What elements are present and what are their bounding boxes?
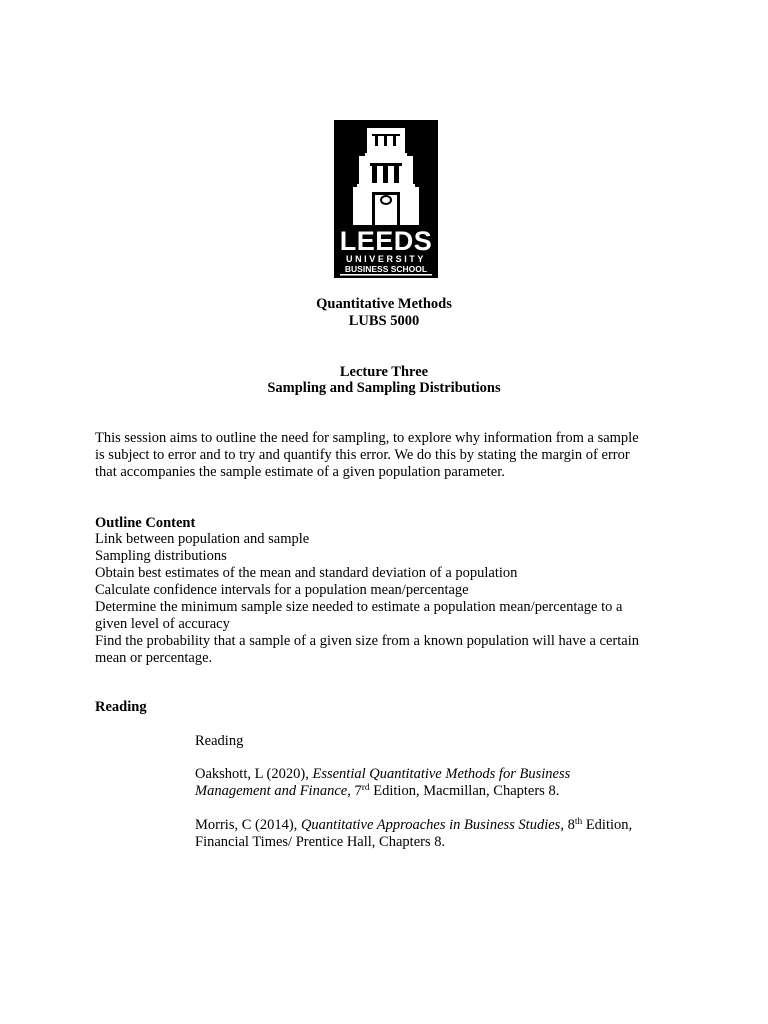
reference-title: Essential Quantitative Methods for Business <box>312 766 571 782</box>
reference-line <box>195 766 695 783</box>
outline-line: Obtain best estimates of the mean and standard deviation of a population <box>95 565 518 581</box>
logo-wordmark: LEEDS <box>339 226 433 256</box>
intro-paragraph <box>95 430 695 481</box>
reference-line <box>195 783 695 800</box>
reference-title: Management and Finance <box>195 783 348 799</box>
reference-line <box>195 817 695 834</box>
reference-edition-suffix: rd <box>361 783 370 793</box>
lecture-title: Sampling and Sampling Distributions <box>267 380 501 396</box>
outline-line: given level of accuracy <box>95 616 230 632</box>
reading-subheading: Reading <box>195 733 244 749</box>
outline-heading: Outline Content <box>95 515 196 531</box>
outline-list <box>95 531 695 667</box>
leeds-university-business-school-logo <box>334 120 438 278</box>
outline-line: mean or percentage. <box>95 650 213 666</box>
logo-line-university: UNIVERSITY <box>345 254 426 264</box>
intro-line: This session aims to outline the need for sampling, to explore why information from a sample <box>95 430 639 446</box>
reference-edition: , 8 <box>560 817 575 833</box>
reference-title: Quantitative Approaches in Business Studies <box>300 817 561 833</box>
logo-line-business-school: BUSINESS SCHOOL <box>344 264 428 274</box>
course-title: Quantitative Methods <box>316 296 452 312</box>
reference-edition-suffix: th <box>574 817 583 827</box>
reference-publisher: Edition, Macmillan, Chapters 8. <box>369 783 560 799</box>
reference-morris <box>195 817 695 851</box>
intro-line: is subject to error and to try and quantify this error. We do this by stating the margin of error <box>95 447 630 463</box>
reading-heading: Reading <box>95 699 147 715</box>
course-code: LUBS 5000 <box>348 313 420 329</box>
reference-edition-word: Edition, <box>582 817 633 833</box>
reference-edition: , 7 <box>347 783 362 799</box>
reference-author: Morris, C (2014), <box>195 817 301 833</box>
outline-line: Determine the minimum sample size needed to estimate a population mean/percentage to a <box>95 599 623 615</box>
outline-line: Calculate confidence intervals for a population mean/percentage <box>95 582 469 598</box>
outline-line: Link between population and sample <box>95 531 310 547</box>
lecture-number: Lecture Three <box>339 364 429 380</box>
reference-oakshott <box>195 766 695 800</box>
reference-author: Oakshott, L (2020), <box>195 766 313 782</box>
reference-line: Financial Times/ Prentice Hall, Chapters 8. <box>195 834 446 850</box>
intro-line: that accompanies the sample estimate of a given population parameter. <box>95 464 505 480</box>
outline-line: Find the probability that a sample of a given size from a known population will have a certain <box>95 633 640 649</box>
outline-line: Sampling distributions <box>95 548 227 564</box>
